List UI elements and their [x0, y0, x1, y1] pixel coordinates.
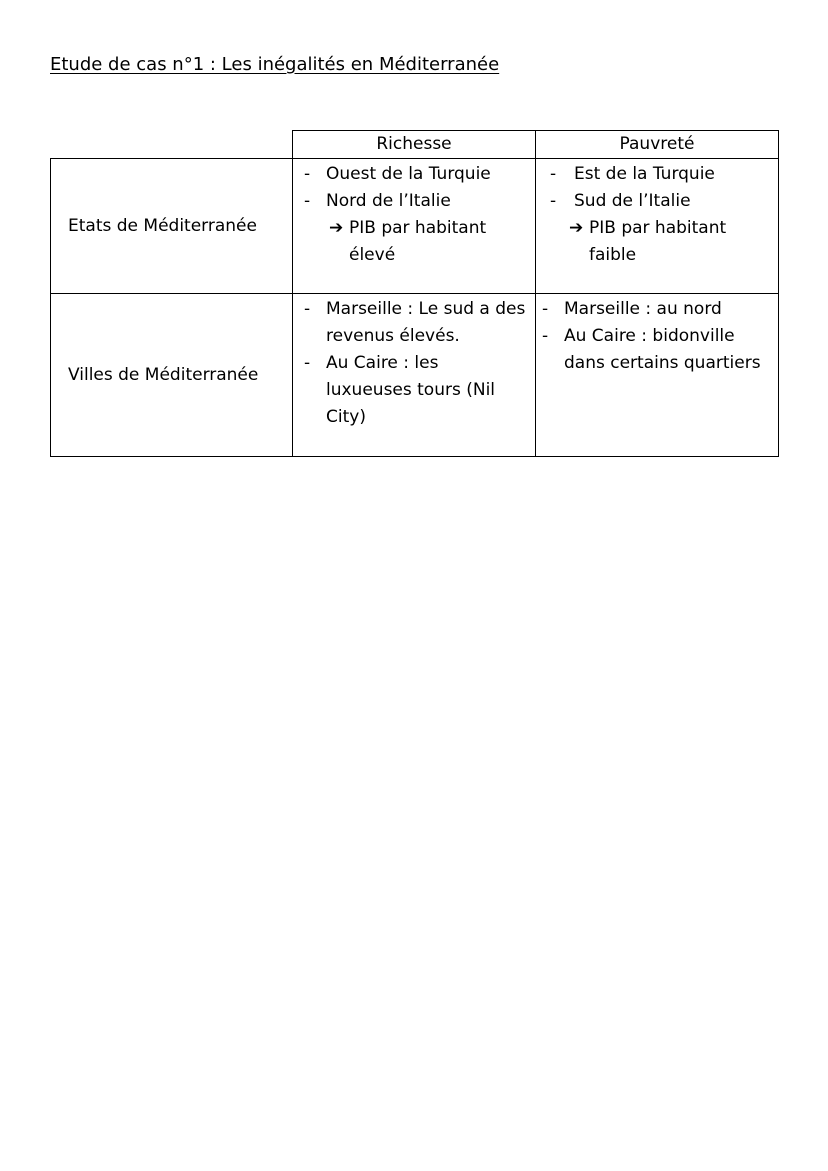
- list-item: - Marseille : Le sud a des revenus élevés.: [293, 296, 535, 350]
- right-arrow-icon: ➔: [329, 218, 344, 238]
- conclusion-text-line2: faible: [589, 245, 637, 265]
- column-header-pauvrete: Pauvreté: [536, 131, 779, 159]
- list-villes-pauvrete: [536, 294, 778, 377]
- conclusion-text-line2: élevé: [349, 245, 396, 265]
- row-header-etats: Etats de Méditerranée: [51, 159, 293, 294]
- arrow-conclusion: [293, 215, 535, 269]
- arrow-conclusion: [536, 215, 778, 269]
- conclusion-text-line1: PIB par habitant: [349, 218, 487, 238]
- conclusion-text-line1: PIB par habitant: [589, 218, 727, 238]
- table-corner-cell: [51, 131, 293, 159]
- list-item: - Sud de l’Italie: [536, 188, 778, 215]
- list-item: - Ouest de la Turquie: [293, 161, 535, 188]
- list-etats-pauvrete: [536, 159, 778, 215]
- table-row-villes: [51, 294, 779, 457]
- list-etats-richesse: [293, 159, 535, 215]
- cell-villes-pauvrete: [536, 294, 779, 457]
- cell-etats-richesse: [293, 159, 536, 294]
- right-arrow-icon: ➔: [569, 218, 584, 238]
- list-item: - Marseille : au nord: [536, 296, 778, 323]
- inequalities-table: [50, 130, 779, 457]
- row-header-villes: Villes de Méditerranée: [51, 294, 293, 457]
- list-item: - Au Caire : bidonville dans certains quartiers: [536, 323, 778, 377]
- list-item: - Nord de l’Italie: [293, 188, 535, 215]
- column-header-richesse: Richesse: [293, 131, 536, 159]
- document-title: Etude de cas n°1 : Les inégalités en Méditerranée: [50, 54, 500, 75]
- list-item: - Au Caire : les luxueuses tours (Nil City): [293, 350, 535, 431]
- cell-etats-pauvrete: [536, 159, 779, 294]
- list-item: - Est de la Turquie: [536, 161, 778, 188]
- list-villes-richesse: [293, 294, 535, 431]
- table-row-etats: [51, 159, 779, 294]
- cell-villes-richesse: [293, 294, 536, 457]
- table-header-row: [51, 131, 779, 159]
